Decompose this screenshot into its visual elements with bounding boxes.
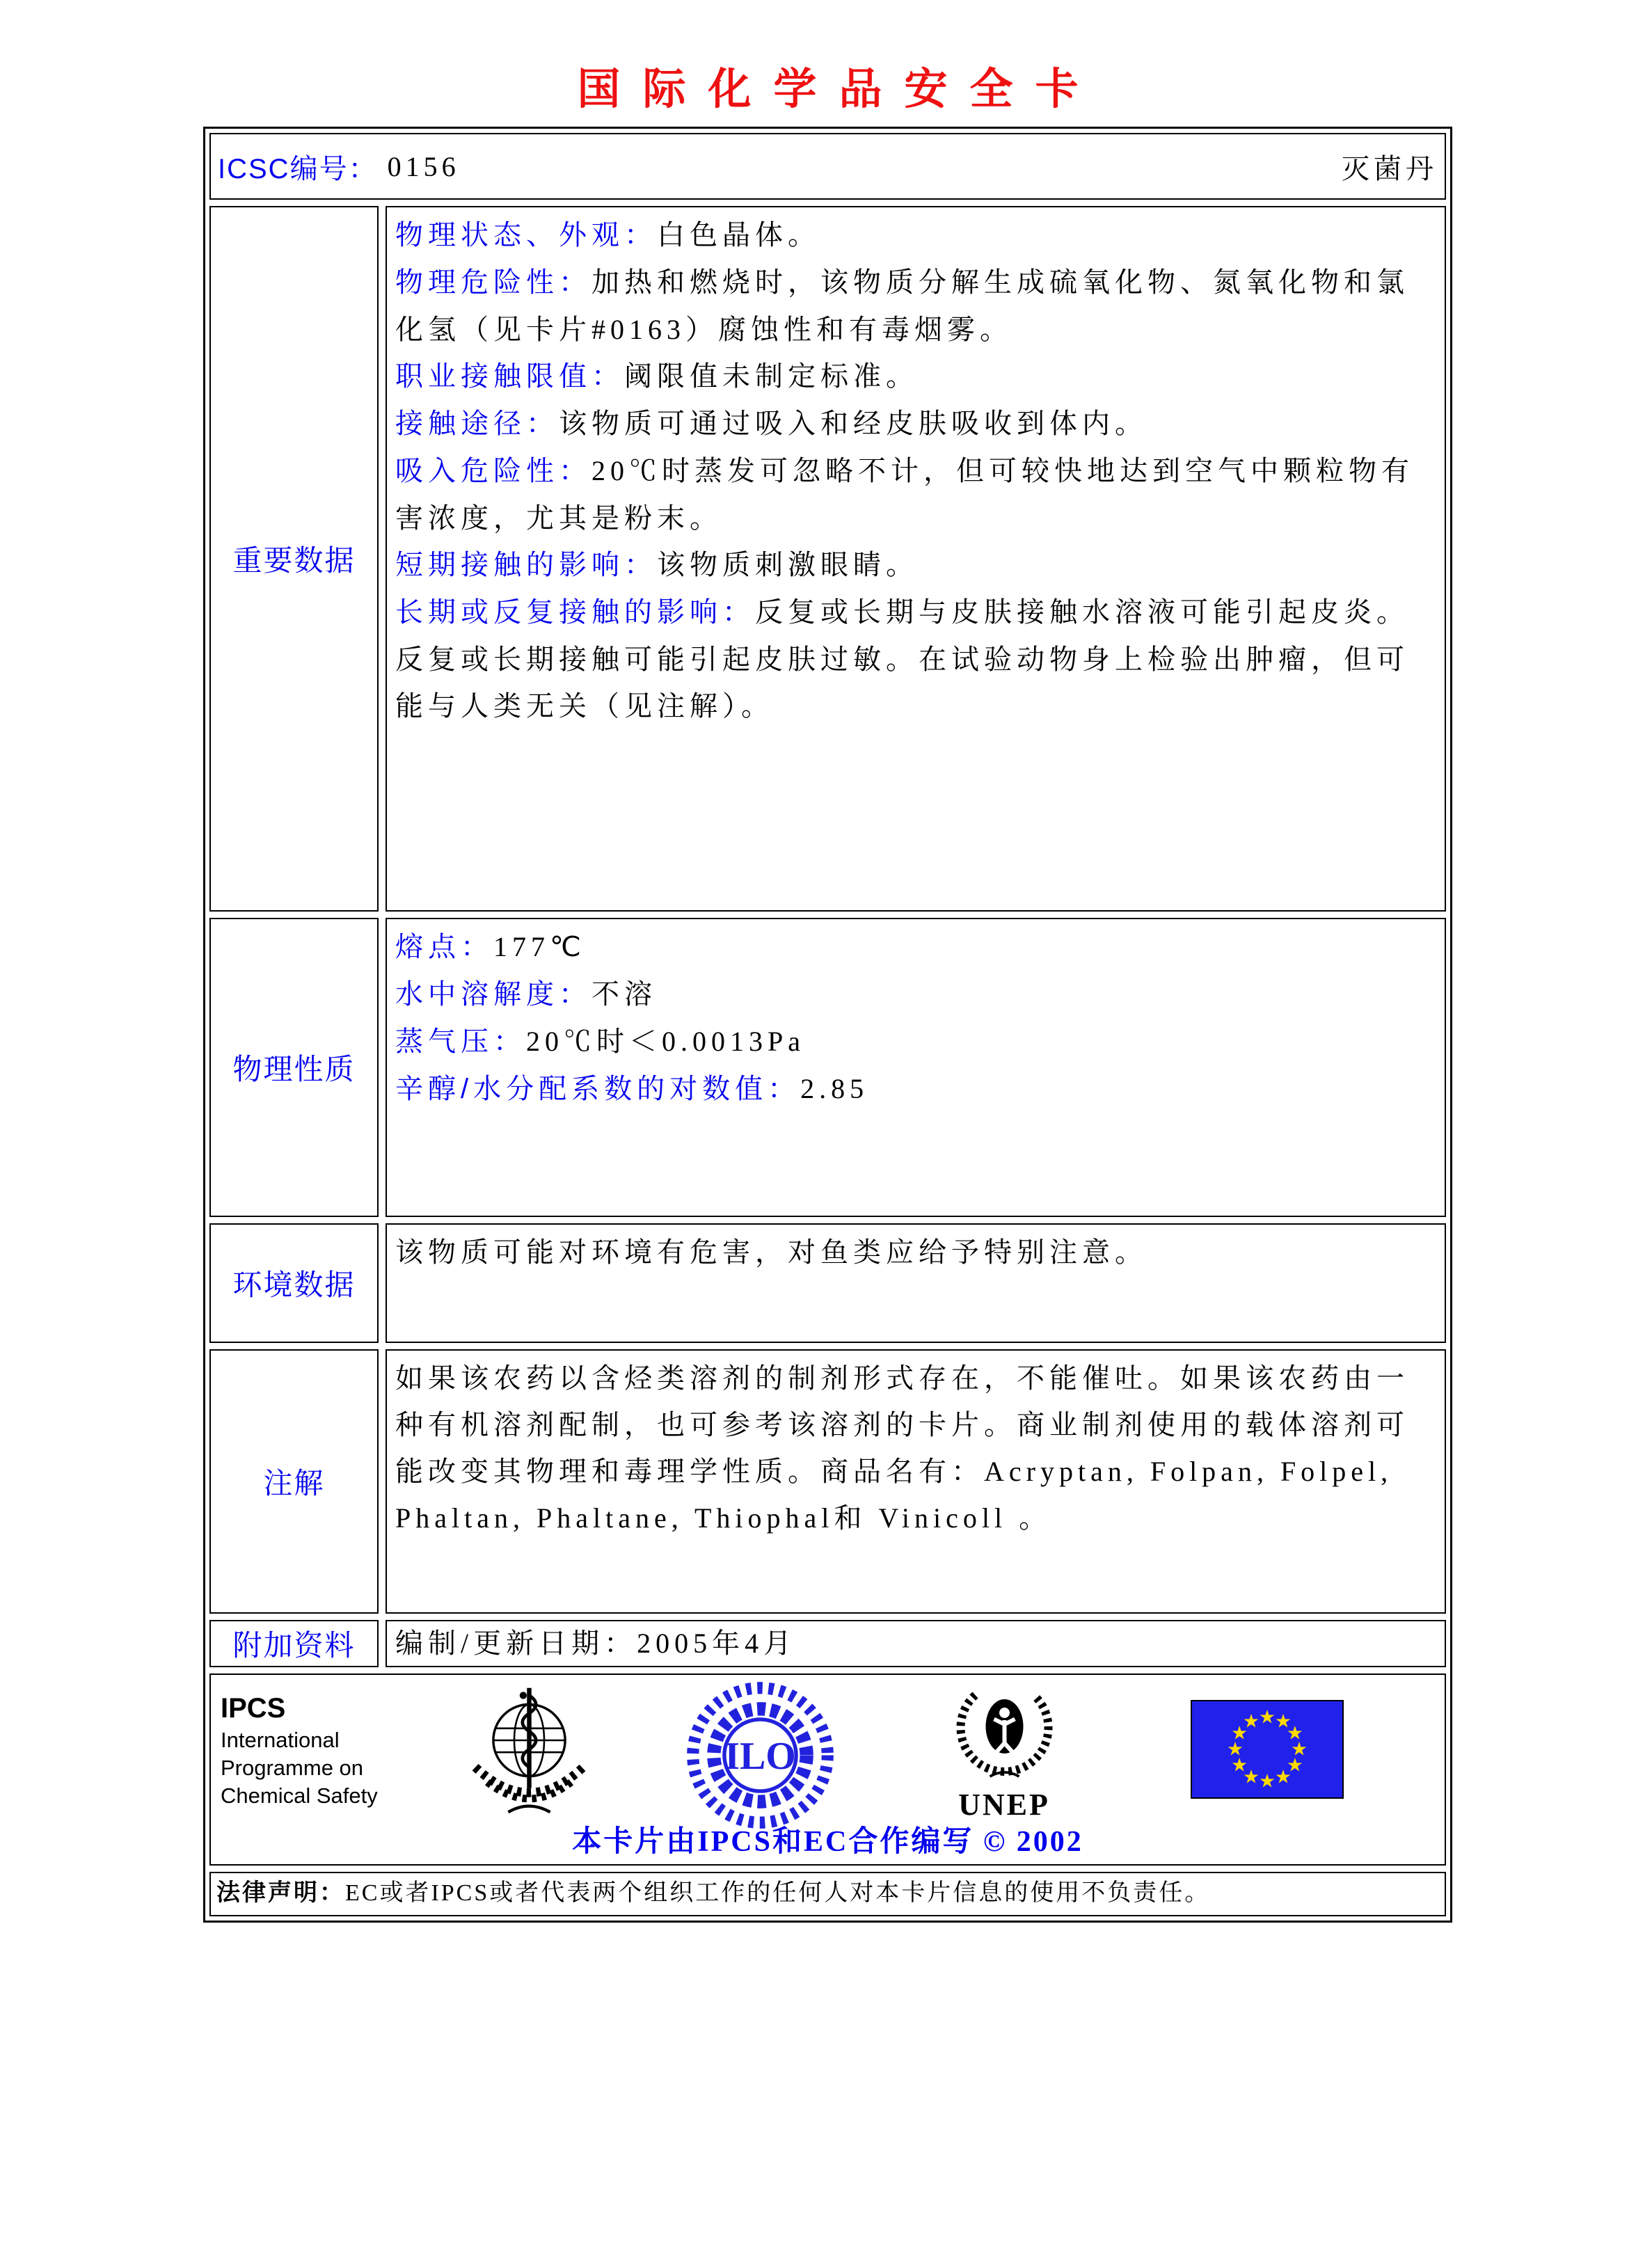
svg-text:ILO: ILO	[724, 1734, 796, 1778]
additional-info-row	[209, 1620, 1446, 1667]
footer-caption: 本卡片由IPCS和EC合作编写 © 2002	[572, 1826, 1083, 1858]
eu-star-icon: ★	[1242, 1710, 1260, 1733]
section-label-environmental-data: 环境数据	[209, 1223, 379, 1343]
footer-row	[209, 1673, 1446, 1866]
entry-water-solubility: 水中溶解度：不溶	[395, 978, 657, 1010]
physical-properties-row	[209, 918, 1446, 1217]
entry-inhalation-risk: 吸入危险性：20℃时蒸发可忽略不计，但可较快地达到空气中颗粒物有害浓度，尤其是粉末。	[395, 455, 1414, 534]
entry-long-term-effects: 长期或反复接触的影响：反复或长期与皮肤接触水溶液可能引起皮炎。反复或长期接触可能引起皮肤过敏。在试验动物身上检验出肿瘤，但可能与人类无关（见注解）。	[395, 596, 1409, 722]
eu-star-icon: ★	[1286, 1722, 1303, 1744]
page-title: 国际化学品安全卡	[577, 66, 1101, 113]
physical-properties-content	[386, 918, 1446, 1217]
ipcs-acronym: IPCS	[221, 1693, 286, 1724]
environmental-data-content	[386, 1223, 1446, 1343]
eu-star-icon: ★	[1231, 1754, 1248, 1776]
entry-octanol-water-partition: 辛醇/水分配系数的对数值：2.85	[395, 1073, 869, 1104]
eu-star-icon: ★	[1290, 1738, 1308, 1760]
footer-cell	[209, 1673, 1446, 1866]
eu-star-icon: ★	[1286, 1754, 1303, 1776]
section-label-notes: 注解	[209, 1349, 379, 1614]
environmental-data-text: 该物质可能对环境有危害，对鱼类应给予特别注意。	[395, 1237, 1147, 1268]
section-label-important-data: 重要数据	[209, 206, 379, 912]
icsc-number-value: 0156	[387, 150, 460, 182]
ipcs-line2: Programme on	[221, 1756, 364, 1780]
eu-star-icon: ★	[1226, 1738, 1244, 1760]
eu-star-icon: ★	[1242, 1766, 1260, 1788]
entry-short-term-effects: 短期接触的影响：该物质刺激眼睛。	[395, 549, 919, 580]
ipcs-line3: Chemical Safety	[221, 1783, 378, 1808]
legal-label: 法律声明：	[216, 1879, 345, 1906]
ipcs-line1: International	[221, 1728, 340, 1752]
notes-content	[386, 1349, 1446, 1614]
ilo-logo-icon	[685, 1680, 835, 1830]
notes-text: 如果该农药以含烃类溶剂的制剂形式存在，不能催吐。如果该农药由一种有机溶剂配制，也可参考该溶剂的卡片。商业制剂使用的载体溶剂可能改变其物理和毒理学性质。商品名有：Acryptan, Folpan, Folpel, Phaltan, Phaltane, Thiophal和 Vinicoll 。	[395, 1362, 1409, 1534]
entry-melting-point: 熔点：177℃	[395, 931, 586, 962]
environmental-data-row	[209, 1223, 1446, 1343]
entry-occupational-limits: 职业接触限值：阈限值未制定标准。	[395, 360, 919, 392]
eu-star-icon: ★	[1274, 1710, 1292, 1733]
chemical-name: 灭菌丹	[1342, 152, 1438, 184]
legal-row	[209, 1872, 1446, 1916]
eu-star-icon: ★	[1258, 1770, 1276, 1792]
eu-star-icon: ★	[1274, 1766, 1292, 1788]
icsc-number-label: ICSC编号：	[218, 153, 378, 184]
section-label-additional-info: 附加资料	[209, 1620, 379, 1667]
entry-exposure-routes: 接触途径：该物质可通过吸入和经皮肤吸收到体内。	[395, 408, 1147, 439]
unep-logo-icon	[951, 1685, 1058, 1789]
entry-physical-hazard: 物理危险性：加热和燃烧时，该物质分解生成硫氧化物、氮氧化物和氯化氢（见卡片#0163）腐蚀性和有毒烟雾。	[395, 267, 1409, 345]
who-logo-icon	[454, 1680, 604, 1830]
additional-info-content	[386, 1620, 1446, 1667]
ipcs-text-block	[221, 1690, 378, 1810]
icsc-card-table	[203, 127, 1452, 1923]
eu-star-icon: ★	[1258, 1706, 1276, 1728]
header-row	[209, 133, 1446, 200]
legal-text: EC或者IPCS或者代表两个组织工作的任何人对本卡片信息的使用不负责任。	[345, 1880, 1211, 1906]
important-data-content	[386, 206, 1446, 912]
unep-label: UNEP	[958, 1788, 1050, 1822]
entry-physical-state: 物理状态、外观：白色晶体。	[395, 219, 820, 251]
eu-star-icon: ★	[1231, 1722, 1248, 1744]
eu-flag-icon	[1191, 1700, 1344, 1799]
entry-vapor-pressure: 蒸气压：20℃时＜0.0013Pa	[395, 1026, 805, 1057]
unep-logo-block	[928, 1685, 1081, 1822]
icsc-number-group	[218, 147, 460, 186]
notes-row	[209, 1349, 1446, 1614]
important-data-row	[209, 206, 1446, 912]
section-label-physical-properties: 物理性质	[209, 918, 379, 1217]
additional-info-text: 编制/更新日期：2005年4月	[395, 1628, 797, 1659]
header-cell	[209, 133, 1446, 200]
legal-cell	[209, 1872, 1446, 1916]
